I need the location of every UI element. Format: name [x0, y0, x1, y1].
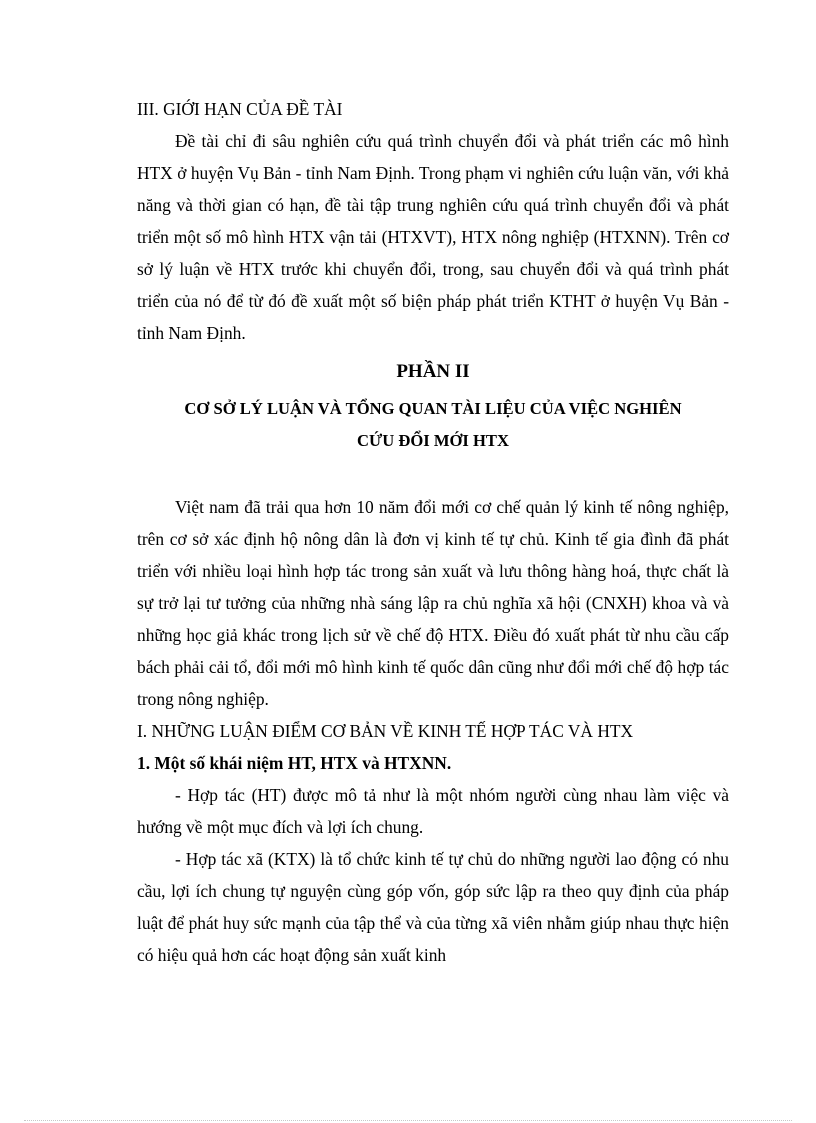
intro-paragraph: Việt nam đã trải qua hơn 10 năm đổi mới cơ chế quản lý kinh tế nông nghiệp, trên cơ sở xác định hộ nông dân là đơn vị kinh tế tự chủ. Kinh tế gia đình đã phát triển với nhiều loại hình hợp tác trong sản xuất và lưu thông hàng hoá, thực chất là sự trở lại tư tưởng của những nhà sáng lập ra chủ nghĩa xã hội (CNXH) khoa và và những học giả khác trong lịch sử về chế độ HTX. Điều đó xuất phát từ nhu cầu cấp bách phải cải tổ, đổi mới mô hình kinh tế quốc dân cũng như đổi mới chế độ hợp tác trong nông nghiệp. [137, 497, 729, 709]
section-3-paragraph: Đề tài chỉ đi sâu nghiên cứu quá trình chuyển đổi và phát triển các mô hình HTX ở huyện Vụ Bản - tỉnh Nam Định. Trong phạm vi nghiên cứu luận văn, với khả năng và thời gian có hạn, đề tài tập trung nghiên cứu quá trình chuyển đổi và phát triển một số mô hình HTX vận tải (HTXVT), HTX nông nghiệp (HTXNN). Trên cơ sở lý luận về HTX trước khi chuyển đổi, trong, sau chuyển đổi và quá trình phát triển của nó để từ đó đề xuất một số biện pháp phát triển KTHT ở huyện Vụ Bản - tỉnh Nam Định. [137, 131, 729, 343]
section-1-heading: I. NHỮNG LUẬN ĐIỂM CƠ BẢN VỀ KINH TẾ HỢP TÁC VÀ HTX [137, 721, 634, 741]
part-2-title: PHẦN II [396, 361, 470, 382]
section-3-heading: III. GIỚI HẠN CỦA ĐỀ TÀI [137, 99, 343, 119]
spacer [137, 457, 729, 491]
definition-cooperative: - Hợp tác xã (KTX) là tổ chức kinh tế tự chủ do những người lao động có nhu cầu, lợi ích chung tự nguyện cùng góp vốn, góp sức lập ra theo quy định của pháp luật để phát huy sức mạnh của tập thể và của từng xã viên nhằm giúp nhau thực hiện có hiệu quả hơn các hoạt động sản xuất kinh [137, 849, 729, 965]
page-bottom-divider [24, 1120, 792, 1121]
definition-cooperation: - Hợp tác (HT) được mô tả như là một nhóm người cùng nhau làm việc và hướng về một mục đích và lợi ích chung. [137, 785, 729, 837]
part-2-subtitle-line-2: CỨU ĐỔI MỚI HTX [357, 431, 509, 450]
document-page [137, 93, 729, 971]
section-1-subheading: 1. Một số khái niệm HT, HTX và HTXNN. [137, 753, 452, 773]
part-2-subtitle-line-1: CƠ SỞ LÝ LUẬN VÀ TỔNG QUAN TÀI LIỆU CỦA VIỆC NGHIÊN [184, 399, 682, 418]
